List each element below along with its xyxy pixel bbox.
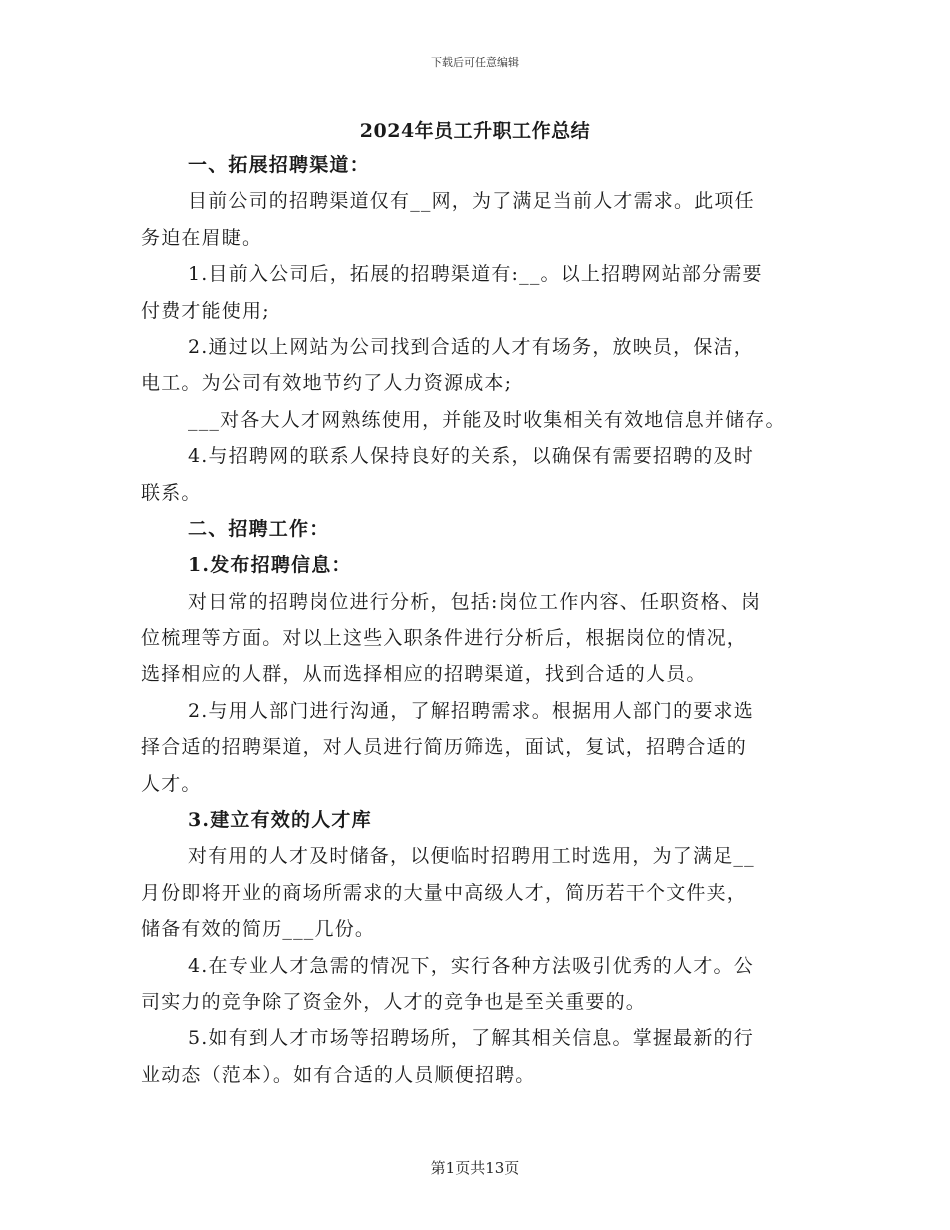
- paragraph-line: 选择相应的人群，从而选择相应的招聘渠道，找到合适的人员。: [141, 663, 707, 686]
- paragraph-line: 4.在专业人才急需的情况下，实行各种方法吸引优秀的人才。公: [188, 954, 754, 977]
- paragraph-line: 1.目前入公司后，拓展的招聘渠道有:__。以上招聘网站部分需要: [188, 263, 763, 286]
- paragraph-line: 储备有效的简历___几份。: [141, 918, 376, 941]
- paragraph-line: 业动态（范本）。如有合适的人员顺便招聘。: [141, 1063, 536, 1086]
- paragraph-line: 目前公司的招聘渠道仅有__网，为了满足当前人才需求。此项任: [188, 190, 755, 213]
- paragraph-line: 月份即将开业的商场所需求的大量中高级人才，简历若干个文件夹，: [141, 881, 748, 904]
- paragraph-line: 联系。: [141, 481, 202, 504]
- paragraph-line: ___对各大人才网熟练使用，并能及时收集相关有效地信息并储存。: [188, 408, 786, 431]
- paragraph-line: 择合适的招聘渠道，对人员进行简历筛选，面试，复试，招聘合适的: [141, 736, 748, 759]
- paragraph-line: 对有用的人才及时储备，以便临时招聘用工时选用，为了满足__: [188, 845, 755, 868]
- section-heading: 一、拓展招聘渠道：: [188, 154, 370, 176]
- paragraph-line: 对日常的招聘岗位进行分析，包括:岗位工作内容、任职资格、岗: [188, 590, 762, 613]
- paragraph-line: 2.通过以上网站为公司找到合适的人才有场务，放映员，保洁，: [188, 335, 754, 358]
- paragraph-line: 4.与招聘网的联系人保持良好的关系，以确保有需要招聘的及时: [188, 445, 754, 468]
- document-title: 2024年员工升职工作总结: [359, 120, 591, 142]
- section-heading: 3.建立有效的人才库: [188, 809, 372, 832]
- paragraph-line: 付费才能使用;: [141, 299, 270, 322]
- section-heading: 二、招聘工作：: [188, 517, 330, 540]
- paragraph-line: 5.如有到人才市场等招聘场所，了解其相关信息。掌握最新的行: [188, 1027, 754, 1050]
- page-number: 第1页共13页: [430, 1159, 520, 1177]
- section-heading: 1.发布招聘信息：: [188, 554, 352, 577]
- paragraph-line: 电工。为公司有效地节约了人力资源成本;: [141, 372, 513, 395]
- paragraph-line: 人才。: [141, 772, 202, 795]
- paragraph-line: 位梳理等方面。对以上这些入职条件进行分析后，根据岗位的情况，: [141, 627, 748, 650]
- paragraph-line: 2.与用人部门进行沟通，了解招聘需求。根据用人部门的要求选: [188, 699, 754, 722]
- document-body: [141, 147, 831, 1093]
- paragraph-line: 司实力的竞争除了资金外，人才的竞争也是至关重要的。: [141, 990, 647, 1013]
- header-note: 下载后可任意编辑: [431, 56, 519, 69]
- paragraph-line: 务迫在眉睫。: [141, 226, 263, 249]
